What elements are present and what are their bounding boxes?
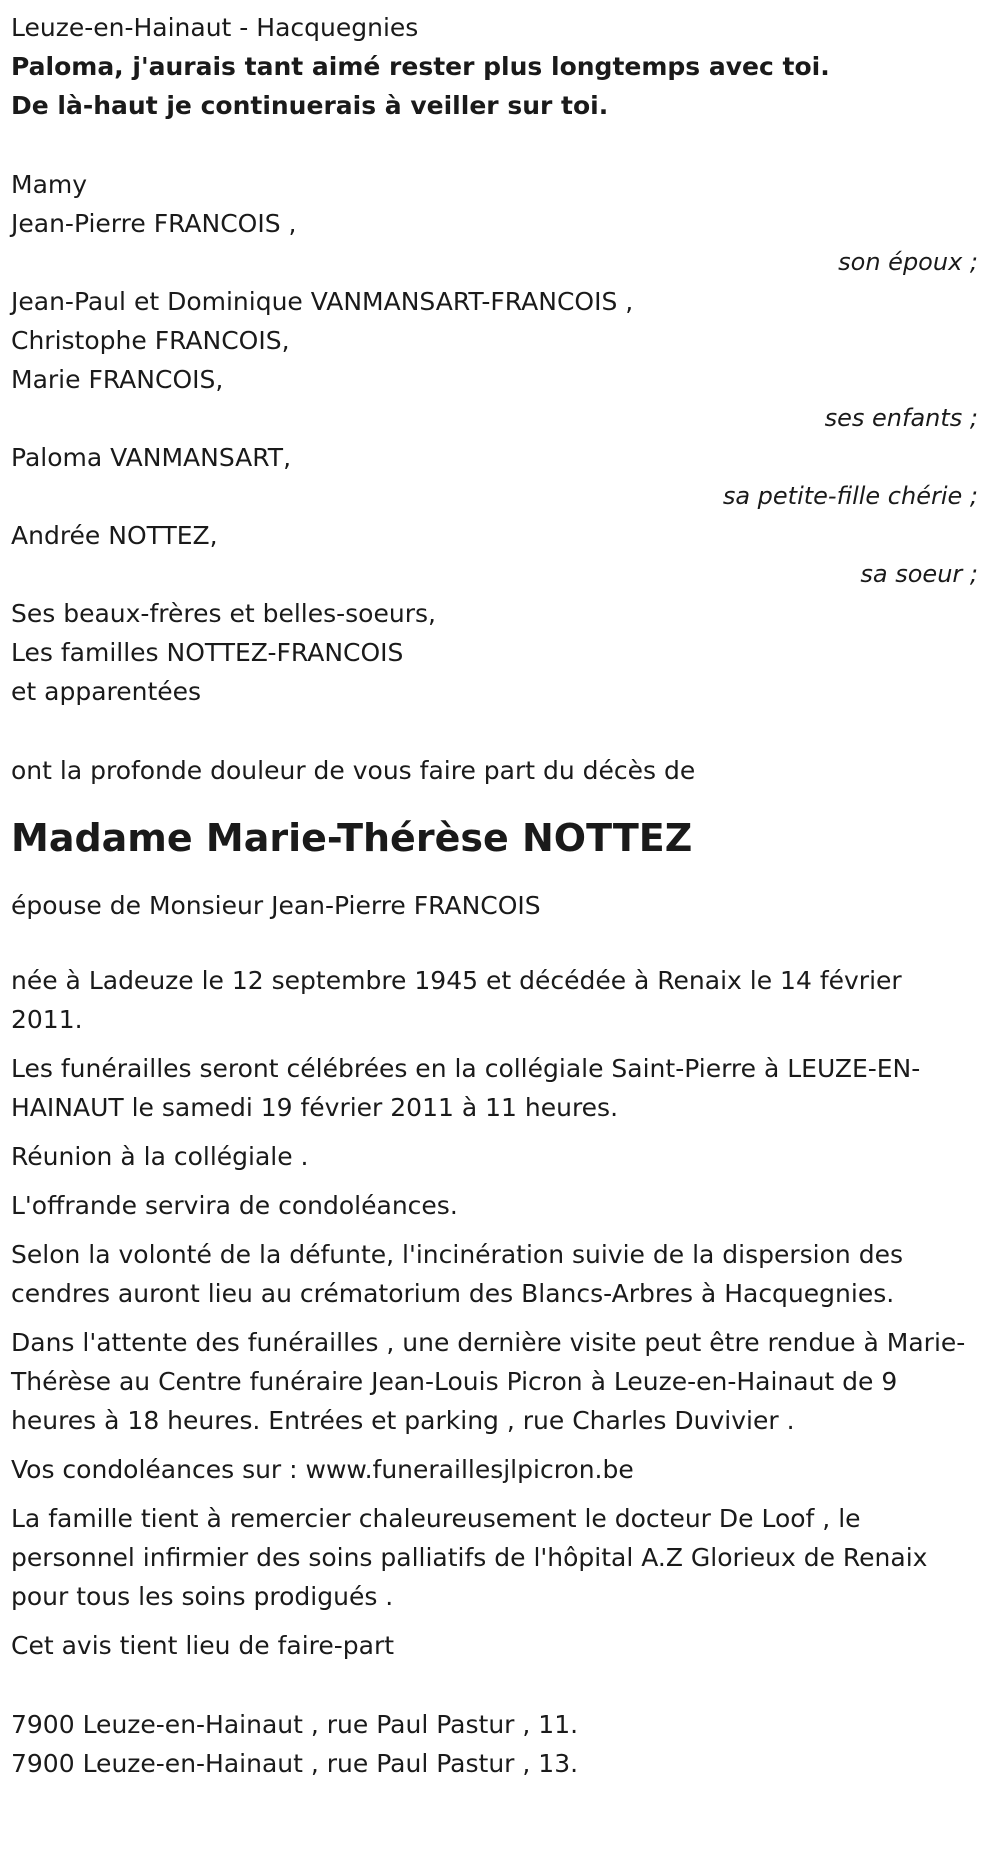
quote-line-2: De là-haut je continuerais à veiller sur toi. (11, 91, 609, 120)
sister-name: Andrée NOTTEZ, (11, 521, 218, 550)
spouse-name: Jean-Pierre FRANCOIS , (11, 209, 297, 238)
other-mourners: et apparentées (11, 677, 202, 706)
sister-relation: sa soeur ; (860, 560, 978, 588)
funeral-paragraph: Les funérailles seront célébrées en la collégiale Saint-Pierre à LEUZE-EN-HAINAUT le samedi 19 février 2011 à 11 heures. (11, 1054, 921, 1122)
location-line: Leuze-en-Hainaut - Hacquegnies (11, 13, 419, 42)
children-relation: ses enfants ; (824, 404, 978, 432)
child-name: Jean-Paul et Dominique VANMANSART-FRANCOIS , (11, 287, 634, 316)
visit-paragraph: Dans l'attente des funérailles , une dernière visite peut être rendue à Marie-Thérèse au Centre funéraire Jean-Louis Picron à Leuze-en-Hainaut de 9 heures à 18 heures. Entrées et parking , rue Charles Duvivier . (11, 1328, 966, 1435)
granddaughter-relation: sa petite-fille chérie ; (722, 482, 978, 510)
birth-death-paragraph: née à Ladeuze le 12 septembre 1945 et décédée à Renaix le 14 février 2011. (11, 966, 902, 1034)
address-line: 7900 Leuze-en-Hainaut , rue Paul Pastur , 13. (11, 1749, 579, 1778)
granddaughter-name: Paloma VANMANSART, (11, 443, 292, 472)
reunion-paragraph: Réunion à la collégiale . (11, 1142, 309, 1171)
spouse-relation: son époux ; (838, 248, 978, 276)
cremation-paragraph: Selon la volonté de la défunte, l'incinération suivie de la dispersion des cendres auront lieu au crématorium des Blancs-Arbres à Hacquegnies. (11, 1240, 903, 1308)
child-name: Marie FRANCOIS, (11, 365, 224, 394)
nickname: Mamy (11, 170, 88, 199)
other-mourners: Les familles NOTTEZ-FRANCOIS (11, 638, 404, 667)
other-mourners: Ses beaux-frères et belles-soeurs, (11, 599, 436, 628)
deceased-name: Madame Marie-Thérèse NOTTEZ (11, 816, 693, 860)
offering-paragraph: L'offrande servira de condoléances. (11, 1191, 458, 1220)
address-line: 7900 Leuze-en-Hainaut , rue Paul Pastur , 11. (11, 1710, 579, 1739)
spouse-of-line: épouse de Monsieur Jean-Pierre FRANCOIS (11, 891, 541, 920)
condolences-paragraph: Vos condoléances sur : www.funeraillesjlpicron.be (11, 1455, 634, 1484)
announcement-intro: ont la profonde douleur de vous faire part du décès de (11, 756, 696, 785)
thanks-paragraph: La famille tient à remercier chaleureusement le docteur De Loof , le personnel infirmier des soins palliatifs de l'hôpital A.Z Glorieux de Renaix pour tous les soins prodigués . (11, 1504, 928, 1611)
quote-line-1: Paloma, j'aurais tant aimé rester plus longtemps avec toi. (11, 52, 830, 81)
notice-paragraph: Cet avis tient lieu de faire-part (11, 1631, 395, 1660)
child-name: Christophe FRANCOIS, (11, 326, 290, 355)
